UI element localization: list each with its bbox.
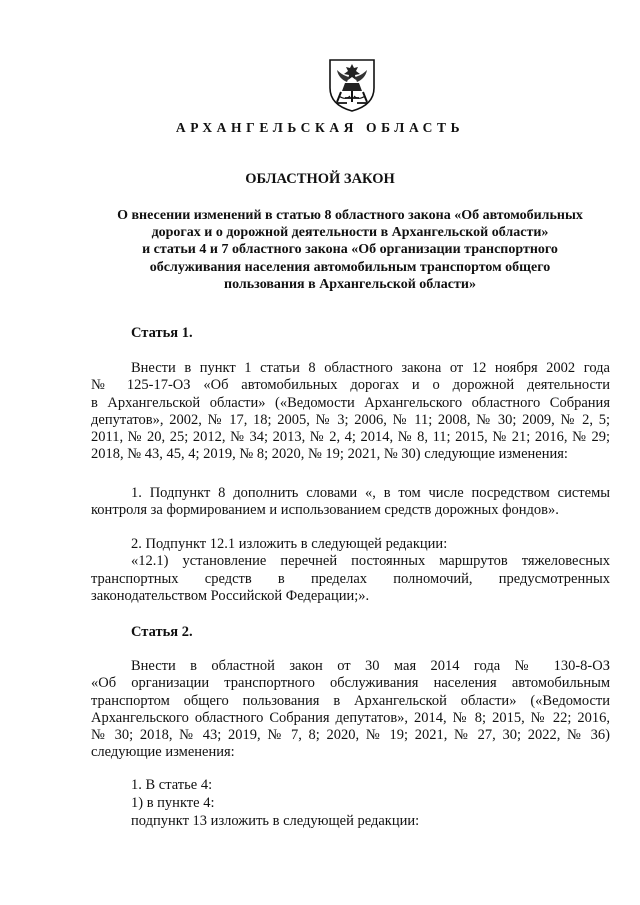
region-name: АРХАНГЕЛЬСКАЯ ОБЛАСТЬ [175,120,465,135]
law-type: ОБЛАСТНОЙ ЗАКОН [245,171,395,187]
law-title-line: и статьи 4 и 7 областного закона «Об организации транспортного [142,242,558,258]
article-2-intro [91,658,610,762]
law-title-line: дорогах и о дорожной деятельности в Архангельской области» [151,225,549,241]
text-line: 2. Подпункт 12.1 изложить в следующей редакции: [131,536,448,552]
law-title-line: О внесении изменений в статью 8 областного закона «Об автомобильных [117,208,583,223]
article-2-item: 1. В статье 4: [131,777,213,793]
article-2-item: 1) в пункте 4: [131,795,215,811]
text-line: «Об организации транспортного обслуживания населения автомобильным [91,675,610,692]
text-line: 2011, № 20, 25; 2012, № 34; 2013, № 2, 4; 2014, № 8, 11; 2015, № 21; 2016, № 29; [91,429,610,446]
article-1-item-1 [91,485,610,520]
text-line: следующие изменения: [91,744,235,761]
text-line: 2018, № 43, 45, 4; 2019, № 8; 2020, № 19; 2021, № 30) следующие изменения: [91,446,568,463]
text-line: Внести в областной закон от 30 мая 2014 года № 130-8-ОЗ [131,658,610,674]
text-line: Внести в пункт 1 статьи 8 областного закона от 12 ноября 2002 года [131,360,610,376]
article-2-heading: Статья 2. [131,624,193,640]
text-line: транспортом общего пользования в Архангельской области» («Ведомости [91,692,610,709]
text-line: контроля за формированием и использованием средств дорожных фондов». [91,502,559,519]
text-line: в Архангельской области» («Ведомости Архангельского областного Собрания [91,394,610,411]
law-title-line: обслуживания населения автомобильным транспортом общего [149,259,551,275]
law-title-line: пользования в Архангельской области» [224,276,476,292]
text-line: депутатов», 2002, № 17, 18; 2005, № 3; 2006, № 11; 2008, № 30; 2009, № 2, 5; [91,411,610,428]
article-1-intro [91,360,610,464]
article-2-item: подпункт 13 изложить в следующей редакции: [131,813,420,829]
text-line: транспортных средств в пределах полномочий, предусмотренных [91,570,610,587]
text-line: 1. Подпункт 8 дополнить словами «, в том числе посредством системы [131,485,610,501]
text-line: «12.1) установление перечней постоянных маршрутов тяжеловесных [131,553,610,570]
article-1-heading: Статья 1. [131,325,193,341]
text-line: № 30; 2018, № 43; 2019, № 7, 8; 2020, № 19; 2021, № 27, 30; 2022, № 36) [91,727,610,744]
text-line: № 125-17-ОЗ «Об автомобильных дорогах и о дорожной деятельности [91,377,610,394]
coat-of-arms-icon [327,58,377,112]
text-line: Архангельского областного Собрания депутатов», 2014, № 8; 2015, № 22; 2016, [91,709,610,726]
article-1-item-2 [91,536,610,605]
law-title [90,207,610,293]
text-line: законодательством Российской Федерации;». [91,587,370,604]
